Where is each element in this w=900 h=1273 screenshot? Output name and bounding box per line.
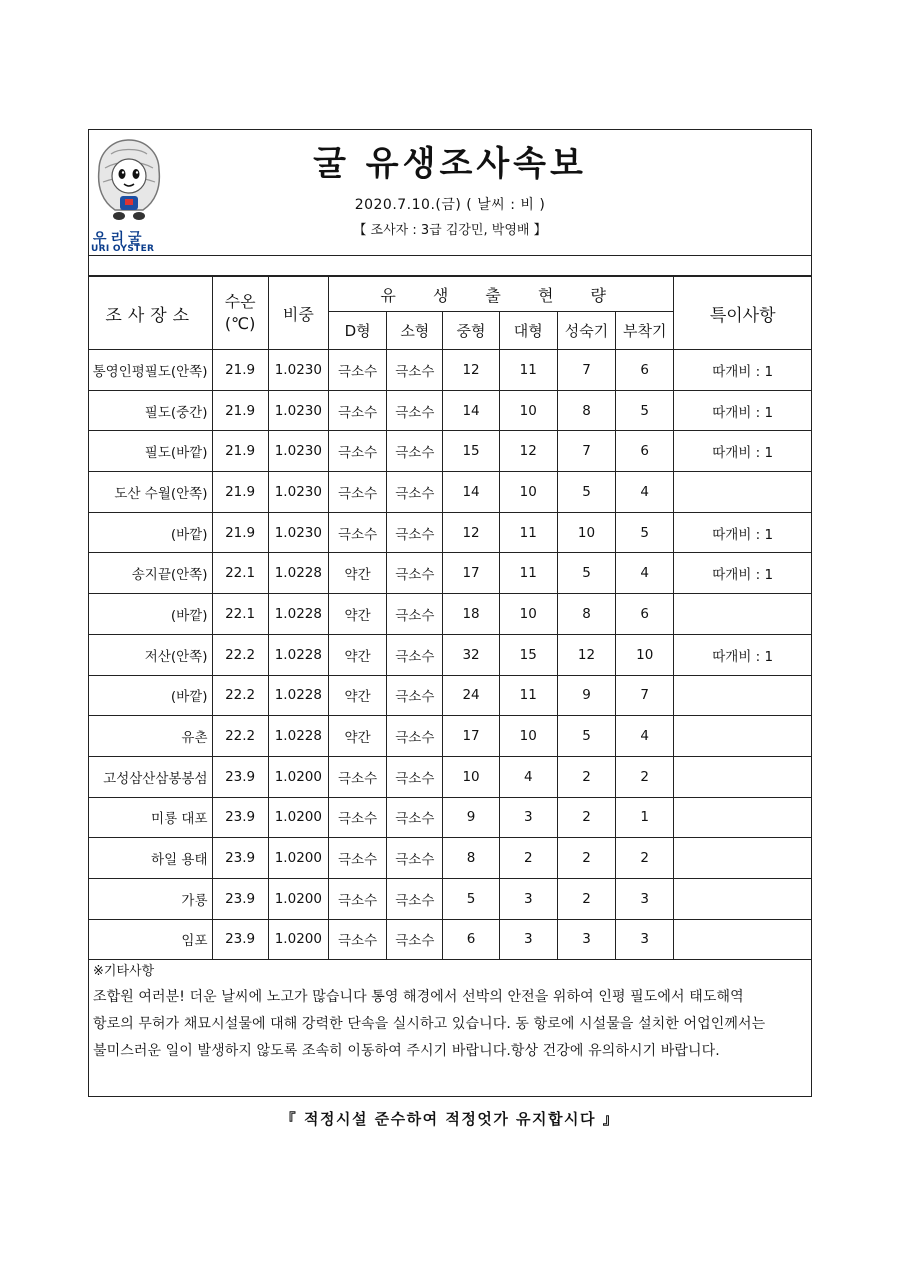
table-row bbox=[89, 512, 812, 553]
gravity-cell: 1.0228 bbox=[268, 716, 328, 757]
large-cell: 3 bbox=[499, 878, 557, 919]
subcol-d: D형 bbox=[328, 312, 386, 350]
temp-cell: 22.2 bbox=[212, 675, 268, 716]
temp-cell: 22.2 bbox=[212, 634, 268, 675]
gravity-cell: 1.0200 bbox=[268, 878, 328, 919]
remark-cell bbox=[674, 594, 812, 635]
remark-cell: 따개비 : 1 bbox=[674, 390, 812, 431]
table-row bbox=[89, 838, 812, 879]
large-cell: 3 bbox=[499, 919, 557, 960]
gravity-cell: 1.0200 bbox=[268, 797, 328, 838]
mature-cell: 7 bbox=[557, 350, 615, 391]
gravity-cell: 1.0230 bbox=[268, 472, 328, 513]
mature-cell: 8 bbox=[557, 594, 615, 635]
remark-cell bbox=[674, 797, 812, 838]
site-cell: 임포 bbox=[89, 919, 213, 960]
temp-cell: 22.1 bbox=[212, 553, 268, 594]
attach-cell: 2 bbox=[616, 756, 674, 797]
site-cell: 통영인평필도(안쪽) bbox=[89, 350, 213, 391]
mature-cell: 5 bbox=[557, 472, 615, 513]
d-cell: 약간 bbox=[328, 716, 386, 757]
table-row bbox=[89, 553, 812, 594]
larvae-table bbox=[88, 276, 812, 960]
col-site-header: 조사장소 bbox=[89, 277, 213, 350]
mid-cell: 5 bbox=[443, 878, 499, 919]
attach-cell: 10 bbox=[616, 634, 674, 675]
attach-cell: 6 bbox=[616, 431, 674, 472]
remark-cell bbox=[674, 472, 812, 513]
gravity-cell: 1.0200 bbox=[268, 838, 328, 879]
mid-cell: 32 bbox=[443, 634, 499, 675]
gravity-cell: 1.0200 bbox=[268, 756, 328, 797]
subcol-small: 소형 bbox=[387, 312, 443, 350]
col-temp-header: 수온(℃) bbox=[212, 277, 268, 350]
small-cell: 극소수 bbox=[387, 390, 443, 431]
attach-cell: 7 bbox=[616, 675, 674, 716]
notes-line: 항로의 무허가 채묘시설물에 대해 강력한 단속을 실시하고 있습니다. 동 항로에 시설물을 설치한 어업인께서는 bbox=[93, 1016, 766, 1032]
mid-cell: 12 bbox=[443, 512, 499, 553]
temp-cell: 23.9 bbox=[212, 838, 268, 879]
large-cell: 15 bbox=[499, 634, 557, 675]
table-row bbox=[89, 675, 812, 716]
remark-cell bbox=[674, 716, 812, 757]
site-cell: 필도(바깥) bbox=[89, 431, 213, 472]
mid-cell: 8 bbox=[443, 838, 499, 879]
mature-cell: 9 bbox=[557, 675, 615, 716]
mature-cell: 2 bbox=[557, 878, 615, 919]
temp-cell: 23.9 bbox=[212, 797, 268, 838]
small-cell: 극소수 bbox=[387, 553, 443, 594]
d-cell: 극소수 bbox=[328, 878, 386, 919]
mature-cell: 8 bbox=[557, 390, 615, 431]
site-cell: 고성삼산삼봉봉섬 bbox=[89, 756, 213, 797]
small-cell: 극소수 bbox=[387, 756, 443, 797]
attach-cell: 6 bbox=[616, 594, 674, 635]
mid-cell: 14 bbox=[443, 390, 499, 431]
site-cell: (바깥) bbox=[89, 675, 213, 716]
gravity-cell: 1.0230 bbox=[268, 512, 328, 553]
site-cell: 유촌 bbox=[89, 716, 213, 757]
page-title: 굴 유생조사속보 bbox=[313, 144, 587, 184]
mid-cell: 18 bbox=[443, 594, 499, 635]
notes-body bbox=[93, 984, 807, 1065]
site-cell: 송지끝(안쪽) bbox=[89, 553, 213, 594]
col-larvae-header: 유 생 출 현 량 bbox=[328, 277, 673, 312]
notes-line: 조합원 여러분! 더운 날씨에 노고가 많습니다 통영 해경에서 선박의 안전을 위하여 인평 필도에서 태도해역 bbox=[93, 989, 744, 1005]
attach-cell: 5 bbox=[616, 390, 674, 431]
small-cell: 극소수 bbox=[387, 675, 443, 716]
table-row bbox=[89, 390, 812, 431]
mature-cell: 5 bbox=[557, 716, 615, 757]
small-cell: 극소수 bbox=[387, 797, 443, 838]
site-cell: 필도(중간) bbox=[89, 390, 213, 431]
small-cell: 극소수 bbox=[387, 594, 443, 635]
mature-cell: 10 bbox=[557, 512, 615, 553]
site-cell: (바깥) bbox=[89, 512, 213, 553]
site-cell: 미룡 대포 bbox=[89, 797, 213, 838]
remark-cell: 따개비 : 1 bbox=[674, 512, 812, 553]
date-weather-line: 2020.7.10.(금) ( 날씨 : 비 ) bbox=[354, 197, 546, 213]
temp-cell: 23.9 bbox=[212, 919, 268, 960]
mid-cell: 14 bbox=[443, 472, 499, 513]
mid-cell: 24 bbox=[443, 675, 499, 716]
small-cell: 극소수 bbox=[387, 838, 443, 879]
table-row bbox=[89, 797, 812, 838]
small-cell: 극소수 bbox=[387, 919, 443, 960]
remark-cell bbox=[674, 878, 812, 919]
surveyor-line: 【 조사자 : 3급 김강민, 박영배 】 bbox=[353, 223, 547, 238]
d-cell: 극소수 bbox=[328, 838, 386, 879]
large-cell: 11 bbox=[499, 350, 557, 391]
table-row bbox=[89, 716, 812, 757]
table-row bbox=[89, 634, 812, 675]
mature-cell: 2 bbox=[557, 756, 615, 797]
table-row bbox=[89, 878, 812, 919]
remark-cell bbox=[674, 919, 812, 960]
temp-cell: 22.1 bbox=[212, 594, 268, 635]
small-cell: 극소수 bbox=[387, 716, 443, 757]
attach-cell: 4 bbox=[616, 716, 674, 757]
gravity-cell: 1.0200 bbox=[268, 919, 328, 960]
temp-cell: 21.9 bbox=[212, 512, 268, 553]
remark-cell: 따개비 : 1 bbox=[674, 431, 812, 472]
large-cell: 3 bbox=[499, 797, 557, 838]
table-row bbox=[89, 350, 812, 391]
large-cell: 10 bbox=[499, 594, 557, 635]
spacer-row bbox=[89, 256, 811, 276]
remark-cell bbox=[674, 675, 812, 716]
d-cell: 극소수 bbox=[328, 512, 386, 553]
notes-line: 불미스러운 일이 발생하지 않도록 조속히 이동하여 주시기 바랍니다.항상 건강에 유의하시기 바랍니다. bbox=[93, 1043, 720, 1059]
mature-cell: 2 bbox=[557, 797, 615, 838]
attach-cell: 4 bbox=[616, 472, 674, 513]
mid-cell: 17 bbox=[443, 716, 499, 757]
remark-cell: 따개비 : 1 bbox=[674, 553, 812, 594]
remark-cell: 따개비 : 1 bbox=[674, 634, 812, 675]
temp-cell: 23.9 bbox=[212, 756, 268, 797]
d-cell: 약간 bbox=[328, 594, 386, 635]
small-cell: 극소수 bbox=[387, 634, 443, 675]
large-cell: 4 bbox=[499, 756, 557, 797]
large-cell: 11 bbox=[499, 675, 557, 716]
mid-cell: 6 bbox=[443, 919, 499, 960]
logo-subtext: URI OYSTER bbox=[91, 244, 155, 254]
d-cell: 약간 bbox=[328, 553, 386, 594]
report-frame bbox=[88, 129, 812, 1097]
small-cell: 극소수 bbox=[387, 472, 443, 513]
table-row bbox=[89, 472, 812, 513]
mature-cell: 2 bbox=[557, 838, 615, 879]
site-cell: 저산(안쪽) bbox=[89, 634, 213, 675]
gravity-cell: 1.0230 bbox=[268, 350, 328, 391]
mid-cell: 15 bbox=[443, 431, 499, 472]
gravity-cell: 1.0228 bbox=[268, 675, 328, 716]
mature-cell: 7 bbox=[557, 431, 615, 472]
mid-cell: 10 bbox=[443, 756, 499, 797]
mid-cell: 12 bbox=[443, 350, 499, 391]
d-cell: 극소수 bbox=[328, 797, 386, 838]
mature-cell: 3 bbox=[557, 919, 615, 960]
large-cell: 11 bbox=[499, 553, 557, 594]
gravity-cell: 1.0230 bbox=[268, 431, 328, 472]
gravity-cell: 1.0228 bbox=[268, 634, 328, 675]
table-row bbox=[89, 431, 812, 472]
temp-cell: 21.9 bbox=[212, 431, 268, 472]
site-cell: 하일 용태 bbox=[89, 838, 213, 879]
gravity-cell: 1.0228 bbox=[268, 553, 328, 594]
temp-cell: 21.9 bbox=[212, 350, 268, 391]
col-remarks-header: 특이사항 bbox=[674, 277, 812, 350]
remark-cell: 따개비 : 1 bbox=[674, 350, 812, 391]
gravity-cell: 1.0228 bbox=[268, 594, 328, 635]
attach-cell: 1 bbox=[616, 797, 674, 838]
table-row bbox=[89, 919, 812, 960]
temp-cell: 21.9 bbox=[212, 472, 268, 513]
large-cell: 10 bbox=[499, 716, 557, 757]
d-cell: 극소수 bbox=[328, 350, 386, 391]
d-cell: 약간 bbox=[328, 675, 386, 716]
site-cell: (바깥) bbox=[89, 594, 213, 635]
notes-label: ※기타사항 bbox=[93, 964, 155, 979]
d-cell: 극소수 bbox=[328, 472, 386, 513]
table-row bbox=[89, 594, 812, 635]
logo-text: 우리굴 bbox=[93, 231, 146, 247]
attach-cell: 3 bbox=[616, 919, 674, 960]
small-cell: 극소수 bbox=[387, 350, 443, 391]
notes-section bbox=[89, 960, 811, 1096]
subcol-mid: 중형 bbox=[443, 312, 499, 350]
attach-cell: 6 bbox=[616, 350, 674, 391]
table-row bbox=[89, 756, 812, 797]
small-cell: 극소수 bbox=[387, 512, 443, 553]
small-cell: 극소수 bbox=[387, 878, 443, 919]
d-cell: 약간 bbox=[328, 634, 386, 675]
attach-cell: 4 bbox=[616, 553, 674, 594]
d-cell: 극소수 bbox=[328, 756, 386, 797]
temp-cell: 23.9 bbox=[212, 878, 268, 919]
mature-cell: 12 bbox=[557, 634, 615, 675]
mature-cell: 5 bbox=[557, 553, 615, 594]
d-cell: 극소수 bbox=[328, 919, 386, 960]
subcol-mature: 성숙기 bbox=[557, 312, 615, 350]
site-cell: 가룡 bbox=[89, 878, 213, 919]
remark-cell bbox=[674, 838, 812, 879]
attach-cell: 2 bbox=[616, 838, 674, 879]
remark-cell bbox=[674, 756, 812, 797]
large-cell: 11 bbox=[499, 512, 557, 553]
subcol-attach: 부착기 bbox=[616, 312, 674, 350]
large-cell: 10 bbox=[499, 390, 557, 431]
report-header bbox=[89, 130, 811, 256]
attach-cell: 5 bbox=[616, 512, 674, 553]
mid-cell: 9 bbox=[443, 797, 499, 838]
footer-slogan: 『 적정시설 준수하여 적정엇가 유지합시다 』 bbox=[280, 1110, 620, 1128]
mid-cell: 17 bbox=[443, 553, 499, 594]
subcol-large: 대형 bbox=[499, 312, 557, 350]
attach-cell: 3 bbox=[616, 878, 674, 919]
large-cell: 12 bbox=[499, 431, 557, 472]
d-cell: 극소수 bbox=[328, 431, 386, 472]
large-cell: 10 bbox=[499, 472, 557, 513]
temp-cell: 21.9 bbox=[212, 390, 268, 431]
site-cell: 도산 수월(안쪽) bbox=[89, 472, 213, 513]
temp-cell: 22.2 bbox=[212, 716, 268, 757]
d-cell: 극소수 bbox=[328, 390, 386, 431]
col-gravity-header: 비중 bbox=[268, 277, 328, 350]
small-cell: 극소수 bbox=[387, 431, 443, 472]
large-cell: 2 bbox=[499, 838, 557, 879]
gravity-cell: 1.0230 bbox=[268, 390, 328, 431]
